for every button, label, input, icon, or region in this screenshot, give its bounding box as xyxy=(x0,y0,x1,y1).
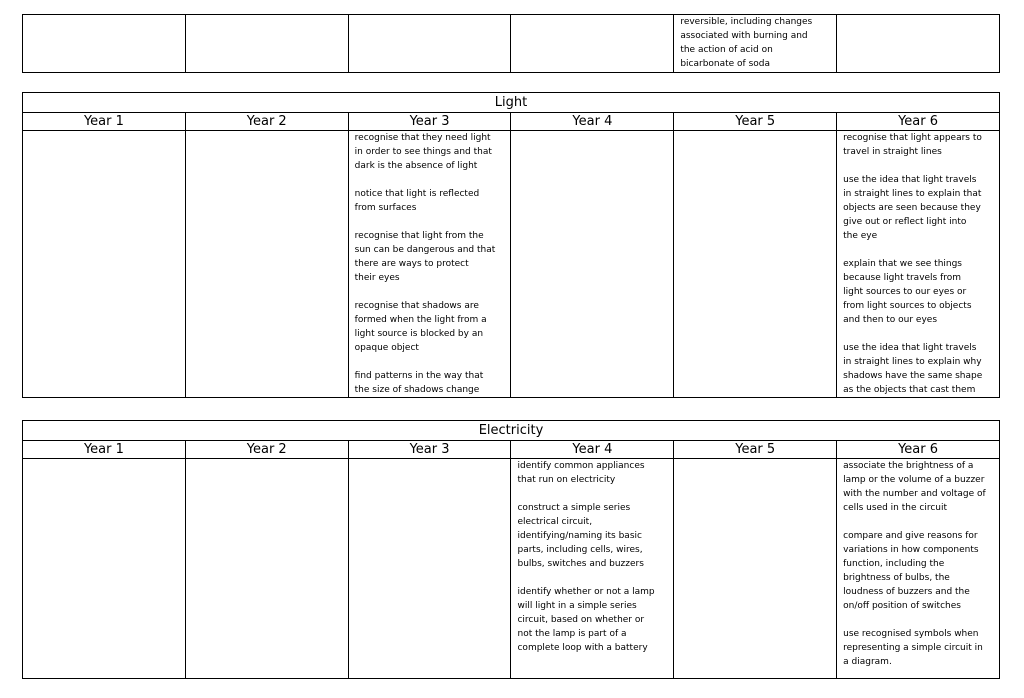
light-year-2-cell xyxy=(185,131,348,398)
light-year-4-cell xyxy=(511,131,674,398)
light-y6-objective: use the idea that light travels in straight lines to explain that objects are seen because they give out or reflect light into the eye xyxy=(843,175,982,241)
top-cell-4 xyxy=(511,15,674,73)
electricity-year-5-header: Year 5 xyxy=(674,441,837,459)
electricity-y6-objective: associate the brightness of a lamp or the volume of a buzzer with the number and voltage of cells used in the circuit xyxy=(843,461,986,513)
electricity-year-6-cell xyxy=(837,459,1000,679)
electricity-y6-objective: compare and give reasons for variations in how components function, including the brightness of bulbs, the loudness of buzzers and the on/off position of switches xyxy=(843,531,979,611)
light-year-5-header: Year 5 xyxy=(674,113,837,131)
electricity-y6-objective: use recognised symbols when representing a simple circuit in a diagram. xyxy=(843,629,983,667)
light-year-2-header: Year 2 xyxy=(185,113,348,131)
electricity-table xyxy=(22,420,1000,679)
top-cell-5-text: reversible, including changes associated with burning and the action of acid on bicarbonate of soda xyxy=(680,17,813,69)
light-year-4-header: Year 4 xyxy=(511,113,674,131)
electricity-year-5-cell xyxy=(674,459,837,679)
top-table xyxy=(22,14,1000,73)
light-year-6-header: Year 6 xyxy=(837,113,1000,131)
light-year-1-header: Year 1 xyxy=(23,113,186,131)
electricity-y4-objective: identify common appliances that run on electricity xyxy=(517,461,645,485)
light-y3-objective: find patterns in the way that the size of shadows change xyxy=(354,371,484,395)
top-cell-6 xyxy=(837,15,1000,73)
electricity-y4-objective: identify whether or not a lamp will light in a simple series circuit, based on whether or not the lamp is part of a complete loop with a battery xyxy=(517,587,655,653)
light-y3-objective: recognise that shadows are formed when the light from a light source is blocked by an opaque object xyxy=(354,301,487,353)
electricity-year-1-cell xyxy=(23,459,186,679)
top-cell-3 xyxy=(348,15,511,73)
light-y3-objective: recognise that they need light in order to see things and that dark is the absence of light xyxy=(354,133,492,171)
top-cell-2 xyxy=(185,15,348,73)
electricity-year-3-cell xyxy=(348,459,511,679)
electricity-year-2-header: Year 2 xyxy=(185,441,348,459)
light-y6-objective: explain that we see things because light travels from light sources to our eyes or from light sources to objects and then to our eyes xyxy=(843,259,972,325)
electricity-year-2-cell xyxy=(185,459,348,679)
light-y3-objective: recognise that light from the sun can be dangerous and that there are ways to protect their eyes xyxy=(354,231,496,283)
light-y6-objective: use the idea that light travels in straight lines to explain why shadows have the same shape as the objects that cast them xyxy=(843,343,983,395)
light-year-5-cell xyxy=(674,131,837,398)
electricity-year-6-header: Year 6 xyxy=(837,441,1000,459)
light-table xyxy=(22,92,1000,398)
light-year-3-header: Year 3 xyxy=(348,113,511,131)
top-cell-5 xyxy=(674,15,837,73)
light-year-1-cell xyxy=(23,131,186,398)
electricity-y4-objective: construct a simple series electrical circuit, identifying/naming its basic parts, including cells, wires, bulbs, switches and buzzers xyxy=(517,503,644,569)
electricity-year-4-header: Year 4 xyxy=(511,441,674,459)
electricity-year-4-cell xyxy=(511,459,674,679)
light-year-6-cell xyxy=(837,131,1000,398)
top-cell-1 xyxy=(23,15,186,73)
electricity-title: Electricity xyxy=(23,421,1000,441)
light-year-3-cell xyxy=(348,131,511,398)
light-y3-objective: notice that light is reflected from surfaces xyxy=(354,189,480,213)
electricity-year-3-header: Year 3 xyxy=(348,441,511,459)
light-title: Light xyxy=(23,93,1000,113)
light-y6-objective: recognise that light appears to travel in straight lines xyxy=(843,133,982,157)
electricity-year-1-header: Year 1 xyxy=(23,441,186,459)
